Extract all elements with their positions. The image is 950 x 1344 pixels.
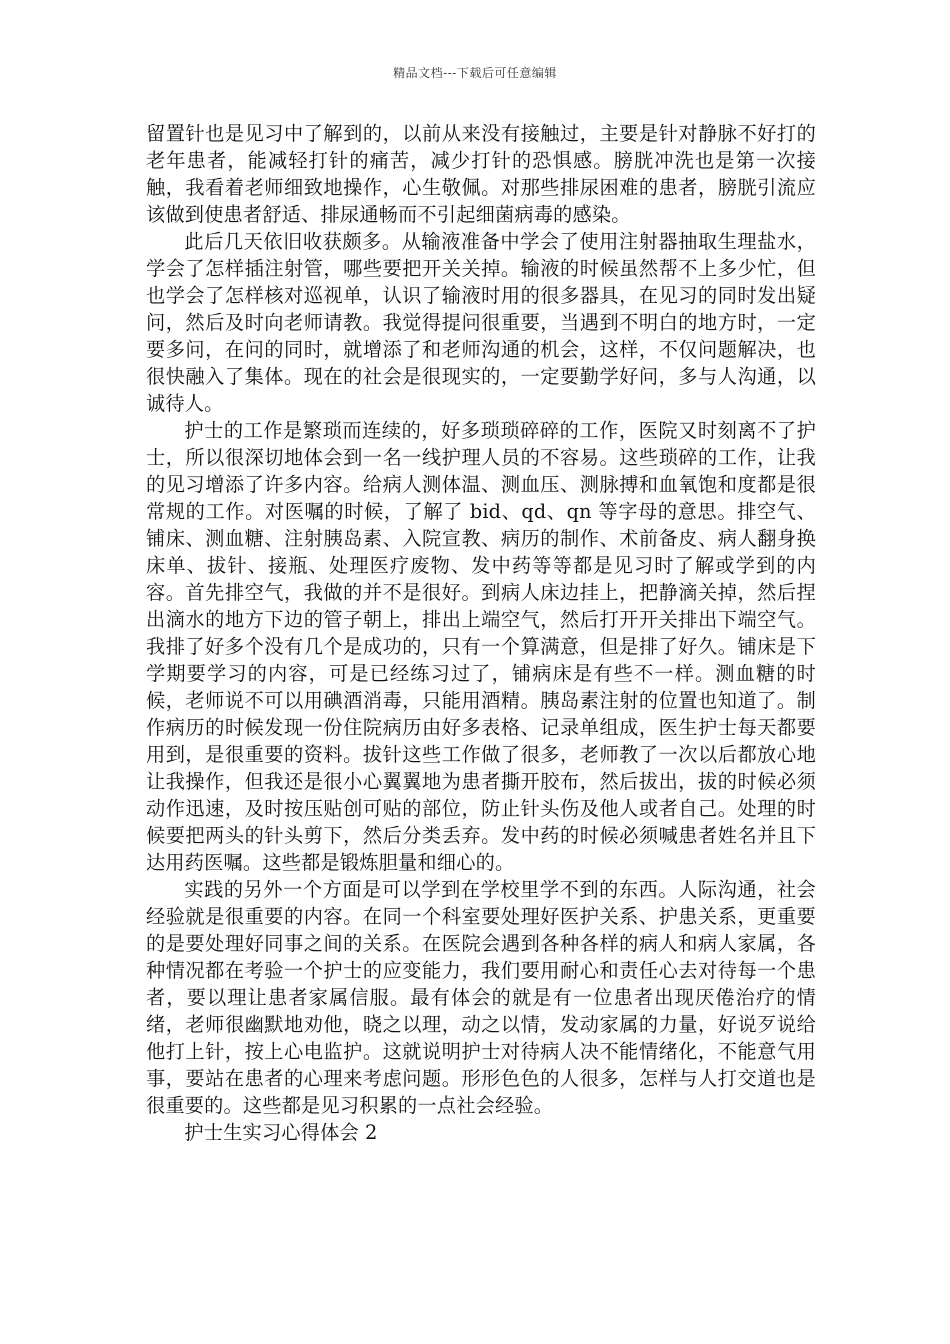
paragraph-3: 护士的工作是繁琐而连续的，好多琐琐碎碎的工作，医院又时刻离不了护士，所以很深切地体会到一名一线护理人员的不容易。这些琐碎的工作，让我的见习增添了许多内容。给病人测体温、测血压、测脉搏和血氧饱和度都是很常规的工作。对医嘱的时候，了解了 bid、qd、qn 等字母的意思。排空气、铺床、测血糖、注射胰岛素、入院宣教、病历的制作、术前备皮、病人翻身换床单、拔针、接瓶、处理医疗废物、发中药等等都是见习时了解或学到的内容。首先排空气，我做的并不是很好。到病人床边挂上，把静滴关掉，然后捏出滴水的地方下边的管子朝上，排出上端空气，然后打开开关排出下端空气。我排了好多个没有几个是成功的，只有一个算满意，但是排了好久。铺床是下学期要学习的内容，可是已经练习过了，铺病床是有些不一样。测血糖的时候，老师说不可以用碘酒消毒，只能用酒精。胰岛素注射的位置也知道了。制作病历的时候发现一份住院病历由好多表格、记录单组成，医生护士每天都要用到，是很重要的资料。拔针这些工作做了很多，老师教了一次以后都放心地让我操作，但我还是很小心翼翼地为患者撕开胶布，然后拔出，拔的时候必须动作迅速，及时按压贴创可贴的部位，防止针头伤及他人或者自己。处理的时候要把两头的针头剪下，然后分类丢弃。发中药的时候必须喊患者姓名并且下达用药医嘱。这些都是锻炼胆量和细心的。 <box>146 419 816 874</box>
document-body <box>146 120 816 1146</box>
paragraph-4: 实践的另外一个方面是可以学到在学校里学不到的东西。人际沟通，社会经验就是很重要的内容。在同一个科室要处理好医护关系、护患关系，更重要的是要处理好同事之间的关系。在医院会遇到各种各样的病人和病人家属，各种情况都在考验一个护士的应变能力，我们要用耐心和责任心去对待每一个患者，要以理让患者家属信服。最有体会的就是有一位患者出现厌倦治疗的情绪，老师很幽默地劝他，晓之以理，动之以情，发动家属的力量，好说歹说给他打上针，按上心电监护。这就说明护士对待病人决不能情绪化，不能意气用事，要站在患者的心理来考虑问题。形形色色的人很多，怎样与人打交道也是很重要的。这些都是见习积累的一点社会经验。 <box>146 878 816 1117</box>
page-header: 精品文档---下载后可任意编辑 <box>393 66 557 80</box>
paragraph-2: 此后几天依旧收获颇多。从输液准备中学会了使用注射器抽取生理盐水，学会了怎样插注射管，哪些要把开关关掉。输液的时候虽然帮不上多少忙，但也学会了怎样核对巡视单，认识了输液时用的很多器具，在见习的同时发出疑问，然后及时向老师请教。我觉得提问很重要，当遇到不明白的地方时，一定要多问，在问的同时，就增添了和老师沟通的机会，这样，不仅问题解决，也很快融入了集体。现在的社会是很现实的，一定要勤学好问，多与人沟通，以诚待人。 <box>146 230 816 415</box>
section-heading: 护士生实习心得体会 2 <box>184 1121 378 1144</box>
paragraph-1: 留置针也是见习中了解到的，以前从来没有接触过，主要是针对静脉不好打的老年患者，能减轻打针的痛苦，减少打针的恐惧感。膀胱冲洗也是第一次接触，我看着老师细致地操作，心生敬佩。对那些排尿困难的患者，膀胱引流应该做到使患者舒适、排尿通畅而不引起细菌病毒的感染。 <box>146 122 816 226</box>
